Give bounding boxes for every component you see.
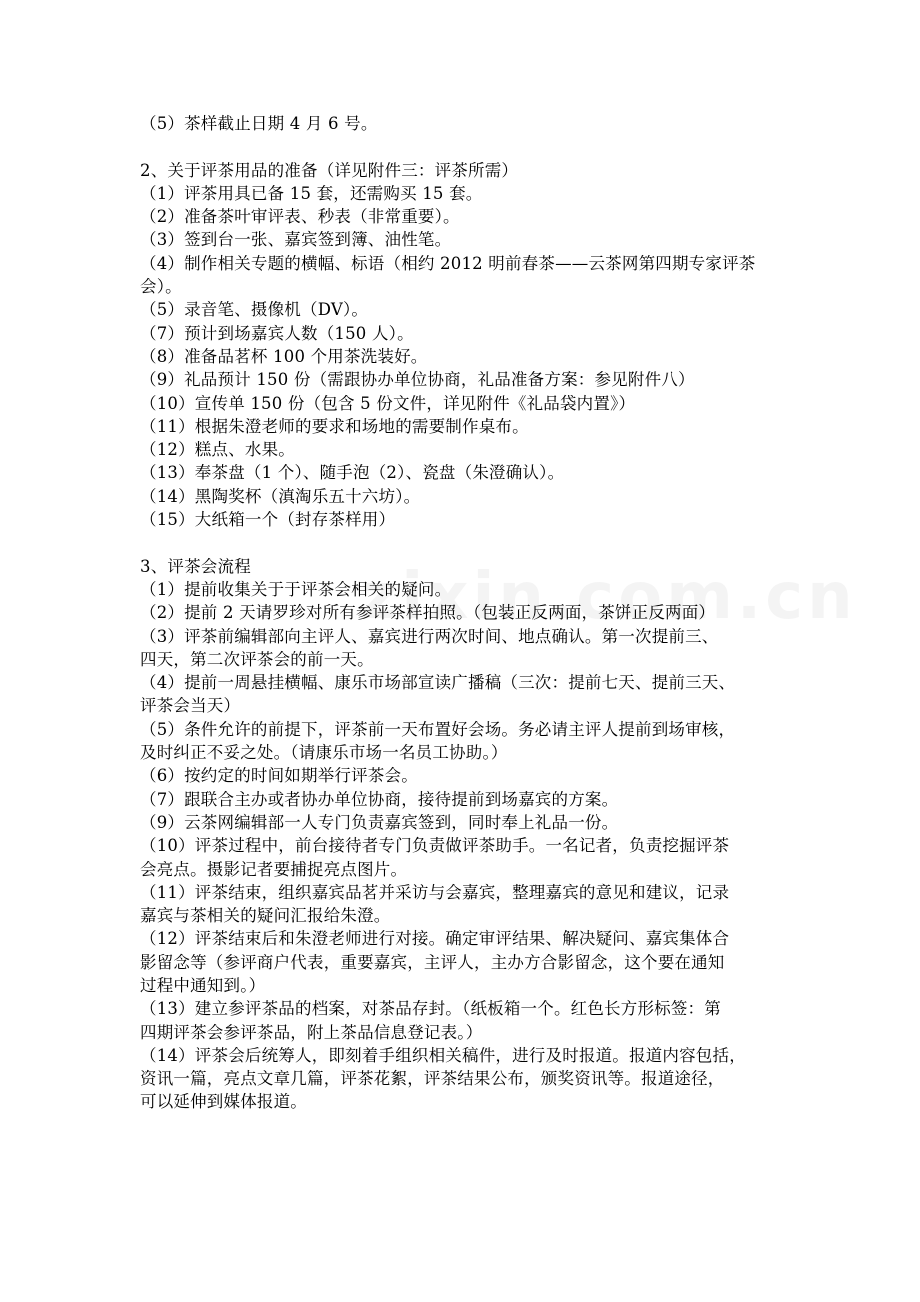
text-line: （10）评茶过程中，前台接待者专门负责做评茶助手。一名记者，负责挖掘评茶 [140,836,730,856]
text-line: 资讯一篇，亮点文章几篇，评茶花絮，评茶结果公布，颁奖资讯等。报道途径， [140,1069,725,1089]
text-line: （6）按约定的时间如期举行评茶会。 [140,766,418,786]
text-line: （12）评茶结束后和朱澄老师进行对接。确定审评结果、解决疑问、嘉宾集体合 [140,929,730,949]
text-line: （10）宣传单 150 份（包含 5 份文件，详见附件《礼品袋内置》） [140,393,636,413]
text-line: 四期评茶会参评茶品，附上茶品信息登记表。） [140,1022,483,1042]
text-line: （5）茶样截止日期 4 月 6 号。 [140,114,378,133]
blank-line [140,135,790,158]
text-line: 评茶会当天） [140,696,241,716]
text-line: （9）礼品预计 150 份（需跟协办单位协商，礼品准备方案：参见附件八） [140,370,695,390]
section-heading: 3、评茶会流程 [140,556,251,576]
text-line: （5）条件允许的前提下，评茶前一天布置好会场。务必请主评人提前到场审核， [140,719,736,739]
text-line: （2）准备茶叶审评表、秒表（非常重要）。 [140,207,460,227]
text-line: （7）预计到场嘉宾人数（150 人）。 [140,323,414,343]
text-line: （9）云茶网编辑部一人专门负责嘉宾签到，同时奉上礼品一份。 [140,812,619,832]
text-line: （1）评茶用具已备 15 套，还需购买 15 套。 [140,183,483,203]
text-line: （4）制作相关专题的横幅、标语（相约 2012 明前春茶——云茶网第四期专家评茶 [140,253,756,273]
text-line: （13）建立参评茶品的档案，对茶品存封。（纸板箱一个。红色长方形标签：第 [140,999,721,1019]
text-line: （7）跟联合主办或者协办单位协商，接待提前到场嘉宾的方案。 [140,789,619,809]
text-line: （2）提前 2 天请罗珍对所有参评茶样拍照。（包装正反两面，茶饼正反两面） [140,603,716,623]
text-line: 嘉宾与茶相关的疑问汇报给朱澄。 [140,906,391,926]
blank-line [140,531,790,554]
text-line: （3）评茶前编辑部向主评人、嘉宾进行两次时间、地点确认。第一次提前三、 [140,626,719,646]
text-line: （14）评茶会后统筹人，即刻着手组织相关稿件，进行及时报道。报道内容包括， [140,1045,746,1065]
text-line: （14）黑陶奖杯（滇淘乐五十六坊）。 [140,486,421,506]
text-line: 影留念等（参评商户代表，重要嘉宾，主评人，主办方合影留念，这个要在通知 [140,952,725,972]
text-line: （11）根据朱澄老师的要求和场地的需要制作桌布。 [140,416,529,436]
text-line: 及时纠正不妥之处。（请康乐市场一名员工协助。） [140,743,508,763]
section-heading: 2、关于评茶用品的准备（详见附件三：评茶所需） [140,160,519,180]
text-line: （13）奉茶盘（1 个）、随手泡（2）、瓷盘（朱澄确认）。 [140,463,565,483]
text-line: 会亮点。摄影记者要捕捉亮点图片。 [140,859,408,879]
text-line: （15）大纸箱一个（封存茶样用） [140,510,396,530]
text-line: （11）评茶结束，组织嘉宾品茗并采访与会嘉宾，整理嘉宾的意见和建议，记录 [140,882,730,902]
text-line: 可以延伸到媒体报道。 [140,1092,307,1112]
text-line: 过程中通知到。） [140,975,266,995]
text-line: （12）糕点、水果。 [140,440,295,460]
text-line: （8）准备品茗杯 100 个用茶洗装好。 [140,346,428,366]
text-line: （1）提前收集关于于评茶会相关的疑问。 [140,579,452,599]
text-line: （3）签到台一张、嘉宾签到簿、油性笔。 [140,230,452,250]
text-line: 四天，第二次评茶会的前一天。 [140,649,374,669]
text-line: （5）录音笔、摄像机（DV）。 [140,300,369,320]
document-body [140,112,790,1114]
text-line: 会）。 [140,277,182,297]
text-line: （4）提前一周悬挂横幅、康乐市场部宣读广播稿（三次：提前七天、提前三天、 [140,673,736,693]
